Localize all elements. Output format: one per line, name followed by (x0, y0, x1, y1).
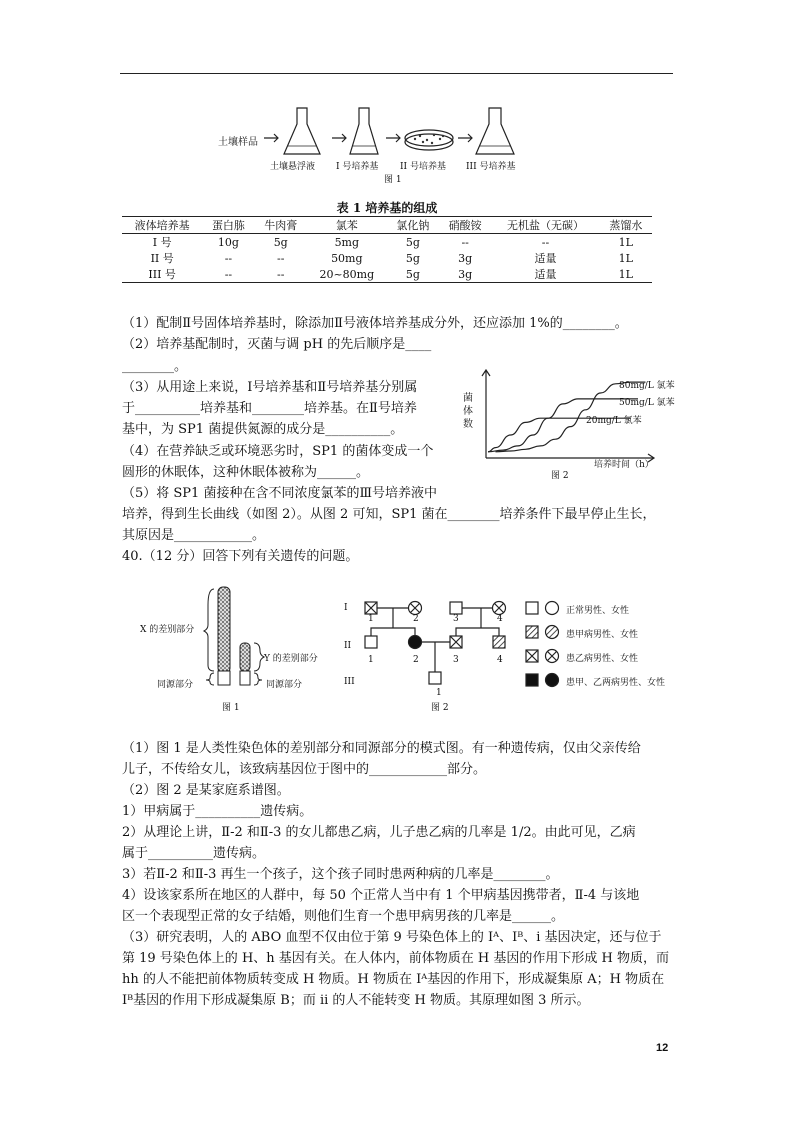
pedigree-I-3 (450, 602, 462, 614)
x-diff-label: X 的差别部分 (140, 625, 195, 635)
page-number: 12 (656, 1042, 669, 1054)
genetics-q3-cont: Iᴮ基因的作用下形成凝集原 B；而 ii 的人不能转变 H 物质。其原理如图 3 所示。 (122, 993, 590, 1008)
table-row (122, 266, 652, 283)
y-chromosome (240, 643, 250, 671)
generation-label: II (344, 641, 352, 651)
table-cell: II 号 (150, 252, 174, 265)
table-cell: 1L (618, 235, 633, 249)
pedigree-number: 2 (413, 614, 419, 624)
genetics-q2-4: 4）设该家系所在地区的人群中，每 50 个正常人当中有 1 个甲病基因携带者，Ⅱ-4 与该地 (122, 888, 640, 903)
legend-normal-female-icon (546, 602, 559, 615)
pedigree-number: 4 (497, 614, 503, 624)
pedigree-descent-1 (371, 608, 415, 636)
question-5-cont: 其原因是____________。 (122, 528, 266, 543)
pedigree-number: 1 (368, 655, 374, 665)
composition-table-block (122, 199, 652, 283)
table-cell: -- (224, 267, 233, 281)
flask-label: I 号培养基 (336, 162, 379, 172)
y-axis (482, 370, 490, 458)
genetics-q1-cont: 儿子，不传给女儿，该致病基因位于图中的____________部分。 (122, 762, 487, 777)
table-cell: 10g (217, 235, 239, 249)
series-label: 80mg/L 氯苯 (619, 381, 675, 391)
flask-label: II 号培养基 (400, 162, 446, 172)
x-chromosome (218, 587, 230, 673)
y-homologous-segment (240, 671, 250, 685)
generation-label: I (344, 603, 348, 613)
pedigree-number: 3 (453, 614, 459, 624)
chart-xlabel: 培养时间（h） (594, 460, 654, 470)
pedigree-number: 2 (413, 655, 419, 665)
question-2-cont: ________。 (122, 359, 188, 374)
table-header: 蒸馏水 (609, 219, 643, 232)
table-row (122, 234, 652, 251)
flask-label: 土壤悬浮液 (270, 162, 316, 172)
series-label: 50mg/L 氯苯 (619, 398, 675, 408)
genetics-q3-cont: 第 19 号染色体上的 H、h 基因有关。在人体内，前体物质在 H 基因的作用下形成 H 物质，而 (122, 951, 669, 966)
chart-caption: 图 2 (551, 471, 569, 481)
legend-both-male-icon (526, 674, 538, 686)
legend-label: 患甲、乙两病男性、女性 (566, 678, 666, 688)
pedigree-number: 1 (436, 688, 442, 698)
genetics-q2-4-cont: 区一个表现型正常的女子结婚，则他们生育一个患甲病男孩的几率是______。 (122, 909, 565, 924)
question-4: （4）在营养缺乏或环境恶劣时，SP1 的菌体变成一个 (122, 444, 434, 459)
table-cell: 5mg (334, 235, 360, 249)
table-header: 蛋白胨 (211, 219, 245, 232)
legend-label: 正常男性、女性 (566, 606, 630, 616)
genetics-q2-2-cont: 属于__________遗传病。 (122, 846, 266, 861)
question-5: （5）将 SP1 菌接种在含不同浓度氯苯的Ⅲ号培养液中 (122, 486, 437, 501)
sex-chromosome-diagram (190, 585, 270, 695)
pedigree-diagram (355, 598, 520, 696)
x-diff-brace (204, 589, 214, 671)
x-homologous-segment (218, 671, 230, 685)
question-1: （1）配制Ⅱ号固体培养基时，除添加Ⅱ号液体培养基成分外，还应添加 1%的________。 (122, 316, 628, 331)
table-cell: I 号 (152, 236, 172, 249)
question-5-cont: 培养，得到生长曲线（如图 2）。从图 2 可知，SP1 菌在________培养条件下最早停止生长， (122, 507, 656, 522)
pedigree-number: 3 (453, 655, 459, 665)
question-3-cont: 于__________培养基和________培养基。在Ⅱ号培养 (122, 401, 417, 416)
legend-both-female-icon (546, 674, 559, 687)
table-cell: -- (276, 251, 285, 265)
homologous-brace-right (254, 673, 262, 685)
flask-diagram (262, 106, 532, 162)
homologous-brace-left (206, 673, 214, 685)
legend-label: 患甲病男性、女性 (566, 630, 639, 640)
pedigree-number: 4 (497, 655, 503, 665)
figure-caption: 图 1 (222, 703, 240, 713)
table-cell: -- (461, 235, 469, 249)
pedigree-II-4 (493, 636, 505, 648)
y-diff-label: Y 的差别部分 (264, 654, 318, 664)
table-cell: III 号 (148, 268, 176, 281)
table-cell: 5g (405, 235, 420, 249)
table-title: 表 1 培养基的组成 (336, 201, 438, 215)
table-header: 氯化钠 (396, 219, 430, 232)
table-cell: 适量 (534, 268, 557, 281)
table-cell: -- (224, 251, 233, 265)
homologous-right-label: 同源部分 (266, 680, 303, 690)
table-cell: 3g (458, 267, 473, 281)
generation-label: III (344, 677, 355, 687)
genetics-q2-3: 3）若Ⅱ-2 和Ⅱ-3 再生一个孩子，这个孩子同时患两种病的几率是________。 (122, 867, 559, 882)
chart-ylabel: 菌体数 (463, 393, 473, 430)
figure-caption: 图 2 (431, 703, 449, 713)
table-header: 氯苯 (335, 219, 358, 232)
pedigree-number: 1 (368, 614, 374, 624)
table-cell: -- (541, 235, 550, 249)
pedigree-legend-symbols (524, 600, 564, 690)
table-row (122, 250, 652, 266)
table-cell: 3g (458, 251, 473, 265)
table-cell: 适量 (534, 252, 557, 265)
table-header: 硝酸铵 (448, 219, 482, 232)
figure-caption: 图 1 (384, 175, 402, 185)
table-cell: 1L (618, 251, 633, 265)
table-cell: 1L (618, 267, 633, 281)
legend-normal-male-icon (526, 602, 538, 614)
table-cell: -- (276, 267, 285, 281)
legend-label: 患乙病男性、女性 (566, 654, 639, 664)
table-header: 液体培养基 (134, 219, 190, 232)
genetics-q3: （3）研究表明，人的 ABO 血型不仅由位于第 9 号染色体上的 Iᴬ、Iᴮ、i 基因决定，还与位于 (122, 930, 662, 945)
y-diff-brace (254, 643, 264, 671)
question-4-cont: 圆形的休眠体，这种休眠体被称为______。 (122, 465, 370, 480)
pedigree-II-1 (365, 636, 377, 648)
table-header: 牛肉膏 (264, 219, 298, 232)
flask-label: III 号培养基 (466, 162, 516, 172)
table-cell: 5g (405, 251, 420, 265)
table-cell: 5g (405, 267, 420, 281)
question-3-cont: 基中，为 SP1 菌提供氮源的成分是__________。 (122, 422, 404, 437)
table-header: 无机盐（无碳） (506, 219, 584, 232)
table-header-row (122, 217, 652, 234)
genetics-q2-2: 2）从理论上讲，Ⅱ-2 和Ⅱ-3 的女儿都患乙病，儿子患乙病的几率是 1/2。由此可见，乙病 (122, 825, 636, 840)
genetics-q2-1: 1）甲病属于__________遗传病。 (122, 804, 313, 819)
legend-disease-a-male-icon (526, 626, 538, 638)
homologous-left-label: 同源部分 (157, 680, 194, 690)
table-cell: 50mg (331, 251, 363, 265)
header-rule (120, 73, 673, 74)
soil-sample-label: 土壤样品 (218, 137, 258, 148)
composition-table (122, 216, 652, 283)
legend-disease-a-female-icon (546, 626, 559, 639)
pedigree-II-2 (409, 636, 422, 649)
table-cell: 20~80mg (319, 267, 375, 281)
genetics-q2: （2）图 2 是某家庭系谱图。 (122, 783, 290, 798)
question-40-title: 40.（12 分）回答下列有关遗传的问题。 (122, 549, 359, 564)
pedigree-III-1 (429, 672, 441, 684)
genetics-q1: （1）图 1 是人类性染色体的差别部分和同源部分的模式图。有一种遗传病，仅由父亲传给 (122, 741, 641, 756)
genetics-q3-cont: hh 的人不能把前体物质转变成 H 物质。H 物质在 Iᴬ基因的作用下，形成凝集原 A；H 物质在 (122, 972, 665, 987)
question-3: （3）从用途上来说，Ⅰ号培养基和Ⅱ号培养基分别属 (122, 380, 418, 395)
table-cell: 5g (273, 235, 288, 249)
series-label: 20mg/L 氯苯 (586, 416, 642, 426)
question-2: （2）培养基配制时，灭菌与调 pH 的先后顺序是____ (122, 337, 432, 352)
